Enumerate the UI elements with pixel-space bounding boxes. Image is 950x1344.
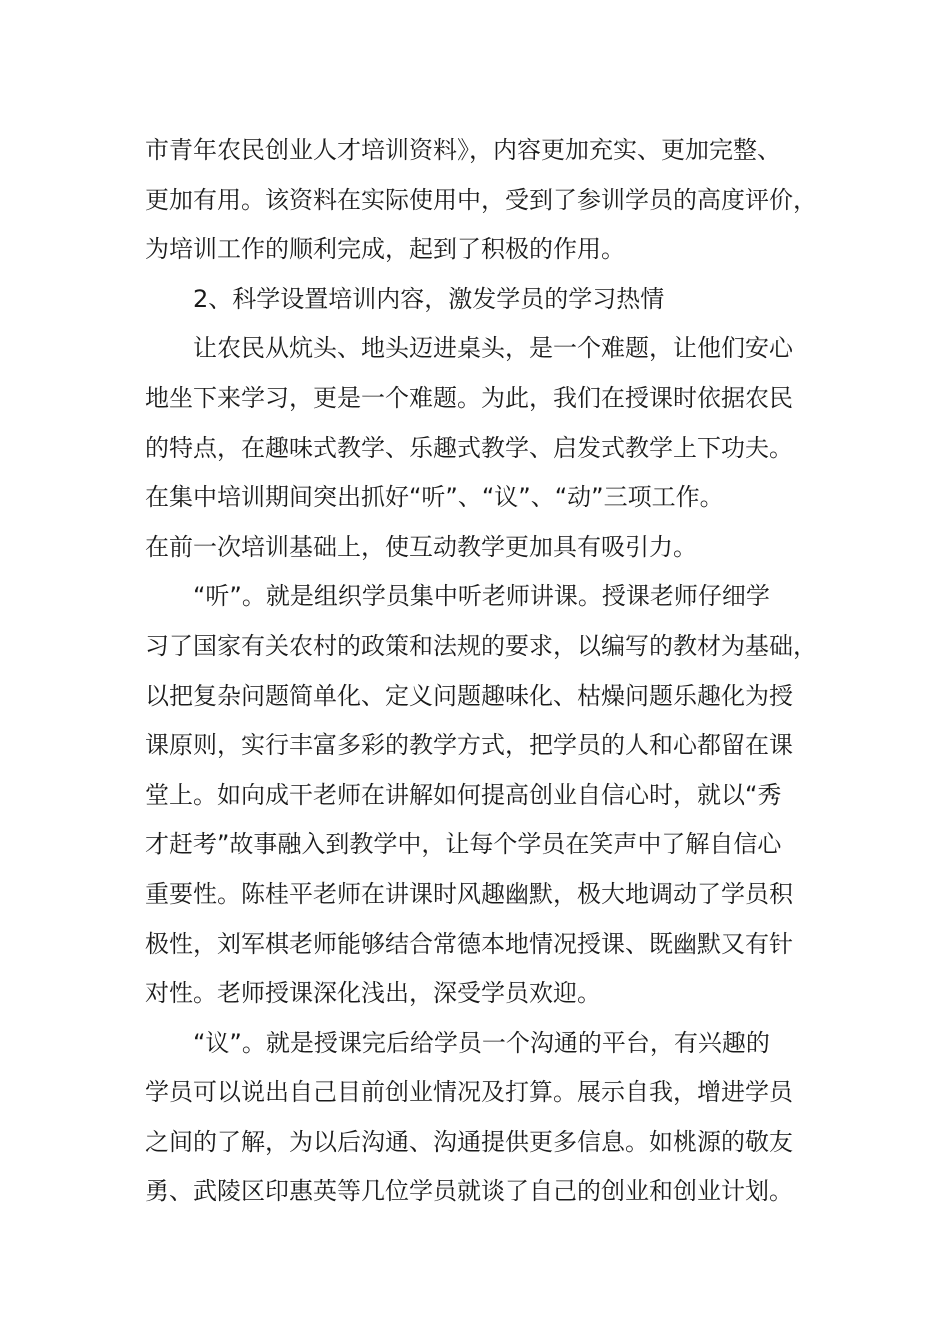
text-line: 让农民从炕头、地头迈进桌头，是一个难题，让他们安心 xyxy=(193,334,793,363)
text-line: 极性，刘军棋老师能够结合常德本地情况授课、既幽默又有针 xyxy=(145,929,793,958)
text-line: 以把复杂问题简单化、定义问题趣味化、枯燥问题乐趣化为授 xyxy=(145,681,793,710)
section-heading: 2、科学设置培训内容，激发学员的学习热情 xyxy=(193,284,665,313)
text-line: 习了国家有关农村的政策和法规的要求，以编写的教材为基础， xyxy=(145,631,817,660)
text-line: 的特点，在趣味式教学、乐趣式教学、启发式教学上下功夫。 xyxy=(145,433,793,462)
text-line: 对性。老师授课深化浅出，深受学员欢迎。 xyxy=(145,979,601,1008)
text-line: 勇、武陵区印惠英等几位学员就谈了自己的创业和创业计划。 xyxy=(145,1177,793,1206)
text-line: 更加有用。该资料在实际使用中，受到了参训学员的高度评价， xyxy=(145,185,817,214)
text-line: 之间的了解，为以后沟通、沟通提供更多信息。如桃源的敬友 xyxy=(145,1127,793,1156)
text-line: 在前一次培训基础上，使互动教学更加具有吸引力。 xyxy=(145,532,697,561)
text-line: 地坐下来学习，更是一个难题。为此，我们在授课时依据农民 xyxy=(145,383,793,412)
text-line: 市青年农民创业人才培训资料》，内容更加充实、更加完整、 xyxy=(145,136,781,164)
text-line: “议”。就是授课完后给学员一个沟通的平台，有兴趣的 xyxy=(193,1028,770,1057)
text-line: 才赶考”故事融入到教学中，让每个学员在笑声中了解自信心 xyxy=(145,830,782,859)
text-line: 学员可以说出自己目前创业情况及打算。展示自我，增进学员 xyxy=(145,1078,793,1107)
text-line: 重要性。陈桂平老师在讲课时风趣幽默，极大地调动了学员积 xyxy=(145,879,793,908)
text-line: 在集中培训期间突出抓好“听”、“议”、“动”三项工作。 xyxy=(145,483,724,512)
text-line: “听”。就是组织学员集中听老师讲课。授课老师仔细学 xyxy=(193,582,770,611)
text-line: 课原则，实行丰富多彩的教学方式，把学员的人和心都留在课 xyxy=(145,731,793,760)
document-body xyxy=(145,126,835,1217)
text-line: 为培训工作的顺利完成，起到了积极的作用。 xyxy=(145,235,625,264)
text-line: 堂上。如向成干老师在讲解如何提高创业自信心时，就以“秀 xyxy=(145,780,782,809)
